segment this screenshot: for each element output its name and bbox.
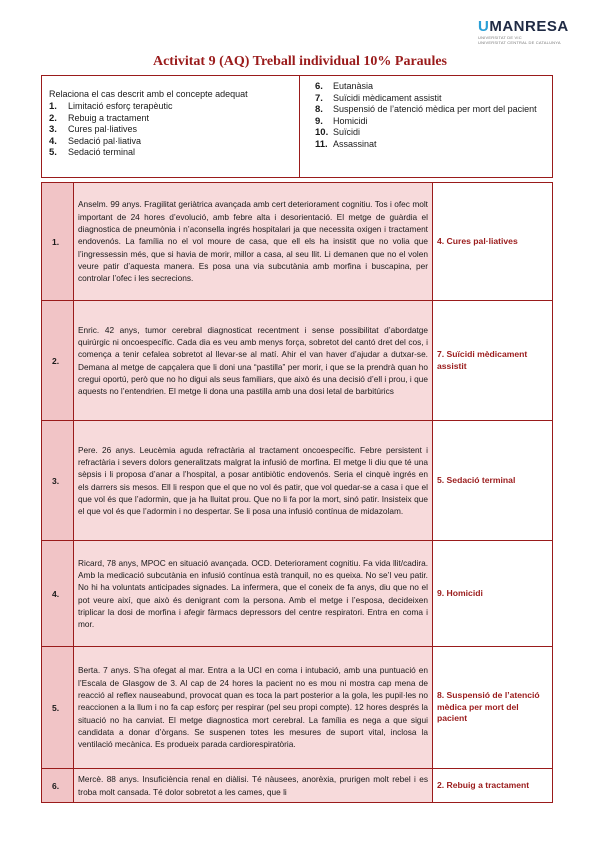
case-number: 4. [42,541,74,647]
concept-item [315,116,552,128]
case-answer: 4. Cures pal·liatives [433,183,553,301]
concept-item [49,147,299,159]
case-description: Pere. 26 anys. Leucèmia aguda refractària al tractament oncoespecífic. Febre persistent i refractària i severs dolors generalitzats malgrat la infusió de morfina. El metge li diu que té una sèpsis i li proposa d’anar a l’hospital, a posar antibiòtic endovenós. Seria el cinquè ingrés en els darrers sis mesos. Ell li respon que el que no vol és patir, que vol quedar-se a casa i que el que vol és que l’adormin, que ja ha lluitat prou. Que no li fa por la mort, sinó patir. Insisteix que el que vol és que l’adormin i no despertar. Se li posa una infusió contínua de midazolam. [74,421,433,541]
case-answer: 8. Suspensió de l’atenció mèdica per mort del pacient [433,647,553,769]
concept-item [49,136,299,148]
case-row [42,301,553,421]
concept-item [315,127,552,139]
concept-number: 11. [315,138,328,150]
case-number: 3. [42,421,74,541]
concept-number: 10. [315,127,329,138]
concept-label: Suïcidi [333,127,361,137]
concept-number: 4. [49,135,57,147]
concept-number: 1. [49,101,57,112]
concept-number: 2. [49,112,57,124]
concept-number: 7. [315,92,323,104]
concept-number: 6. [315,81,323,92]
case-description: Anselm. 99 anys. Fragilitat geriàtrica avançada amb cert deteriorament cognitiu. Tos i ofec molt important de 24 hores d’evolució, amb febre alta i desorientació. El metge de guàrdia el diagnostica de pneumònia i n’aconsella ingrés hospitalari ja que necessita oxigen i tractament endovenós. La família no el vol moure de casa, que ell els ha insistit que no volia que l’ingressessin més, que si havia de morir, millor a casa, al seu llit. Li demanen que no el volen veure patir d’aquesta manera. Es posa una via subcutània amb morfina i buscapina, per controlar l’ofec i les secrecions. [74,183,433,301]
concept-label: Eutanàsia [333,81,374,91]
concept-label: Suspensió de l’atenció mèdica per mort del pacient [333,104,537,114]
concept-label: Homicidi [333,115,368,126]
case-description: Berta. 7 anys. S’ha ofegat al mar. Entra a la UCI en coma i intubació, amb una puntuació en l’Escala de Glasgow de 3. Al cap de 24 hores la pacient no es mou ni mostra cap mena de reacció al reflex nauseabund, provocat quan es toca la part posterior a la gola, les pupil·les no reaccionen a la llum i no fa cap esforç per respirar (pel seu propi compte). 12 hores després la situació no ha canviat. El metge diagnostica mort cerebral. La família es nega a que sigui candidata a donar d’òrgans. Se suspenen totes les mesures de suport vital, inclosa la ventilació mecànica. Es produeix parada cardiorespiratòria. [74,647,433,769]
concept-label: Cures pal·liatives [68,124,138,134]
case-row [42,421,553,541]
concepts-right-column [300,76,552,177]
concept-number: 9. [315,115,323,127]
case-answer: 7. Suïcidi mèdicament assistit [433,301,553,421]
concept-item [315,81,552,93]
case-row [42,541,553,647]
concept-label: Assassinat [333,138,377,149]
case-number: 1. [42,183,74,301]
case-answer: 2. Rebuig a tractament [433,769,553,803]
concept-item [315,139,552,151]
case-number: 5. [42,647,74,769]
case-row [42,647,553,769]
case-number: 6. [42,769,74,803]
concept-number: 3. [49,124,57,135]
logo-brand-text: MANRESA [489,18,569,35]
case-answer: 5. Sedació terminal [433,421,553,541]
logo-sub-line-1: UNIVERSITAT DE VIC [478,35,522,40]
cases-table [41,182,553,803]
concept-item [49,113,299,125]
case-description: Mercè. 88 anys. Insuficiència renal en diàlisi. Té nàusees, anorèxia, prurigen molt rebel i es troba molt cansada. Té dolor sobretot a les cames, que li [74,769,433,803]
instruction-text: Relaciona el cas descrit amb el concepte adequat [49,89,248,99]
concept-label: Sedació terminal [68,147,136,157]
case-description: Enric. 42 anys, tumor cerebral diagnosticat recentment i sense possibilitat d’abordatge quirúrgic ni oncoespecífic. Cada dia es veu amb menys força, sobretot del cantó dret del cos, i comença a tenir cefalea sobretot al llevar-se al matí. Ahir el van haver d’ajudar a dutxar-se. Demana al metge de capçalera que li doni una “pastilla” per morir, i que se la prendrà quan ho cregui oportú, però que no ho digui als seus familiars, que això és una decisió d’ell i prou, i que aquests no l’entendrien. El metge li dona una pastilla amb una dosi letal de barbitúrics [74,301,433,421]
concept-item [49,124,299,136]
concept-label: Rebuig a tractament [68,112,150,123]
concepts-box [41,75,553,178]
concept-number: 8. [315,104,323,115]
case-row [42,183,553,301]
case-number: 2. [42,301,74,421]
concept-label: Sedació pal·liativa [68,135,142,146]
concepts-left-column [42,76,300,177]
logo-wordmark [478,19,578,35]
umanresa-logo [478,19,578,45]
page-title: Activitat 9 (AQ) Treball individual 10% Paraules [152,54,447,69]
case-answer: 9. Homicidi [433,541,553,647]
concept-item [315,104,552,116]
concept-label: Suïcidi mèdicament assistit [333,92,442,103]
concept-item [49,101,299,113]
concept-item [315,93,552,105]
case-description: Ricard, 78 anys, MPOC en situació avançada. OCD. Deteriorament cognitiu. Fa vida llit/cadira. Amb la medicació subcutània en infusió contínua està tranquil, no es queixa. No se’l veu patir. No hi ha voluntats anticipades signades. La infermera, que el coneix de fa anys, diu que no el pot veure així, que això és denigrant com la persona. Amb el metge i l’esposa, decideixen triplicar la dosi de morfina i afegir fàrmacs depressors del centre respiratori. Entra en coma i mor. [74,541,433,647]
concept-number: 5. [49,147,57,158]
logo-u-letter: U [478,18,490,35]
logo-sub-line-2: UNIVERSITAT CENTRAL DE CATALUNYA [478,40,561,45]
case-row [42,769,553,803]
concept-label: Limitació esforç terapèutic [68,101,173,111]
